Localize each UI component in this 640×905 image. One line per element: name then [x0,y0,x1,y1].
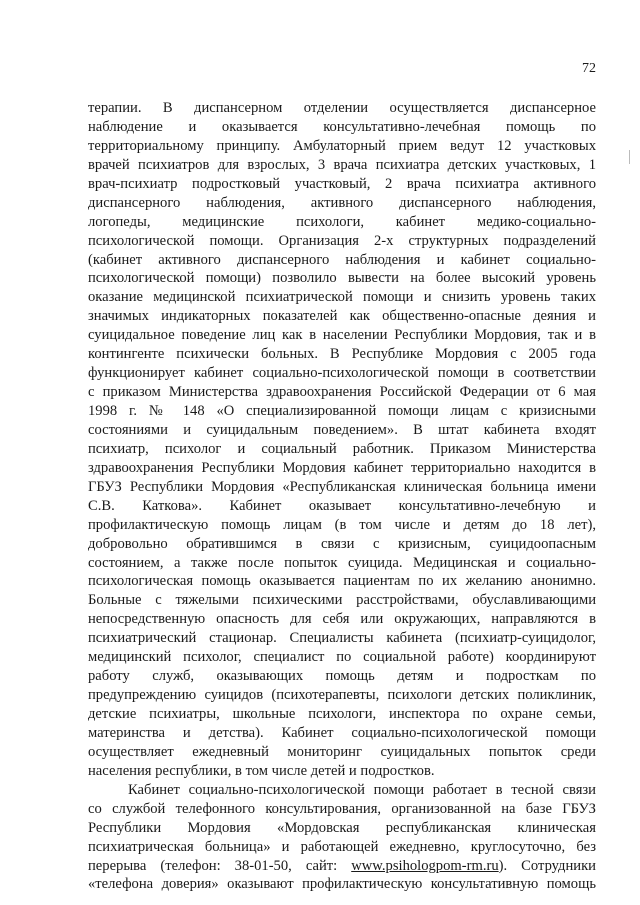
text-line: работу служб, оказывающих помощь детям и подросткам по [88,668,596,685]
text-line: наблюдение и оказывается консультативно-лечебная помощь по [88,118,596,135]
text-line: психологической помощи. Организация 2-х структурных подразделений [88,232,596,249]
text-line: здравоохранения Республики Мордовия кабинет территориально находится в [88,459,596,476]
text-line: логопеды, медицинские психологи, кабинет медико-социально- [88,213,596,230]
text-line: непосредственную опасность для себя или окружающих, направляются в [88,611,596,628]
text-line: функционирует кабинет социально-психологической помощи в соответствии [88,365,596,382]
text-line [88,857,596,876]
text-line: осуществляет ежедневный мониторинг суицидальных попыток среди [88,743,596,760]
text-segment: ). Сотрудники [498,857,596,874]
text-line: населения республики, в том числе детей и подростков. [88,762,435,779]
text-line: территориальному принципу. Амбулаторный прием ведут 12 участковых [88,137,596,154]
text-line: предупреждению суицидов (психотерапевты, психологи детских поликлиник, [88,687,596,704]
text-line: суицидальное поведение лиц как в населении Республики Мордовия, так и в [88,327,596,344]
text-line: 1998 г. № 148 «О специализированной помощи лицам с кризисными [88,403,596,419]
text-line: врач-психиатр подростковый участковый, 2 врача психиатра активного [88,175,596,192]
text-line: детские психиатры, школьные психологи, инспектора по охране семьи, [88,706,596,722]
text-line: «телефона доверия» оказывают профилактическую консультативную помощь [88,876,596,893]
text-line: ГБУЗ Республики Мордовия «Республиканская клиническая больница имени [88,478,596,495]
page-number: 72 [582,61,596,76]
text-line: психологической помощи) позволило вывести на более высокий уровень [88,270,596,287]
text-line: значимых индикаторных показателей как общественно-опасные деяния и [88,308,596,325]
text-line: психиатрическая больница» и работающей ежедневно, круглосуточно, без [88,838,596,855]
text-line: материнства и детства). Кабинет социально-психологической помощи [88,724,596,741]
text-line: добровольно обратившимся в связи с кризисным, суицидоопасным [88,535,596,552]
text-line: психиатрический стационар. Специалисты кабинета (психиатр-суицидолог, [88,630,596,647]
text-line: диспансерного наблюдения, активного диспансерного наблюдения, [88,194,596,211]
text-line: терапии. В диспансерном отделении осуществляется диспансерное [88,100,596,116]
text-line: врачей психиатров для взрослых, 3 врача психиатра детских участковых, 1 [88,156,596,173]
text-line: медицинский психолог, специалист по социальной работе) координируют [88,649,596,666]
text-line: состоянием, а также после попыток суицида. Медицинская и социально- [88,554,596,571]
text-line: С.В. Каткова». Кабинет оказывает консультативно-лечебную и [88,497,596,514]
text-line: со службой телефонного консультирования, организованной на базе ГБУЗ [88,800,596,817]
text-line: с приказом Министерства здравоохранения Российской Федерации от 6 мая [88,384,596,401]
website-link[interactable]: www.psihologpom-rm.ru [351,857,499,874]
text-line: Больные с тяжелыми психическими расстройствами, обуславливающими [88,592,596,609]
text-line: профилактическую помощь лицам (в том числе и детям до 18 лет), [88,516,596,533]
text-line: (кабинет активного диспансерного наблюдения и кабинет социально- [88,251,596,268]
text-line: психиатр, психолог и социальный работник. Приказом Министерства [88,440,596,457]
text-line: Кабинет социально-психологической помощи работает в тесной связи [128,781,596,798]
body-text [88,99,596,894]
text-segment: перерыва (телефон: 38-01-50, сайт: [88,857,352,874]
text-line: Республики Мордовия «Мордовская республиканская клиническая [88,819,596,836]
text-line: состояниями и суицидальным поведением». В штат кабинета входят [88,421,596,438]
text-line: психологическая помощь оказывается пациентам по их желанию анонимно. [88,573,596,590]
text-line: контингенте психически больных. В Республике Мордовия с 2005 года [88,346,596,363]
scan-edge-mark [629,150,630,164]
text-line: оказание медицинской психиатрической помощи и снизить уровень таких [88,289,596,306]
